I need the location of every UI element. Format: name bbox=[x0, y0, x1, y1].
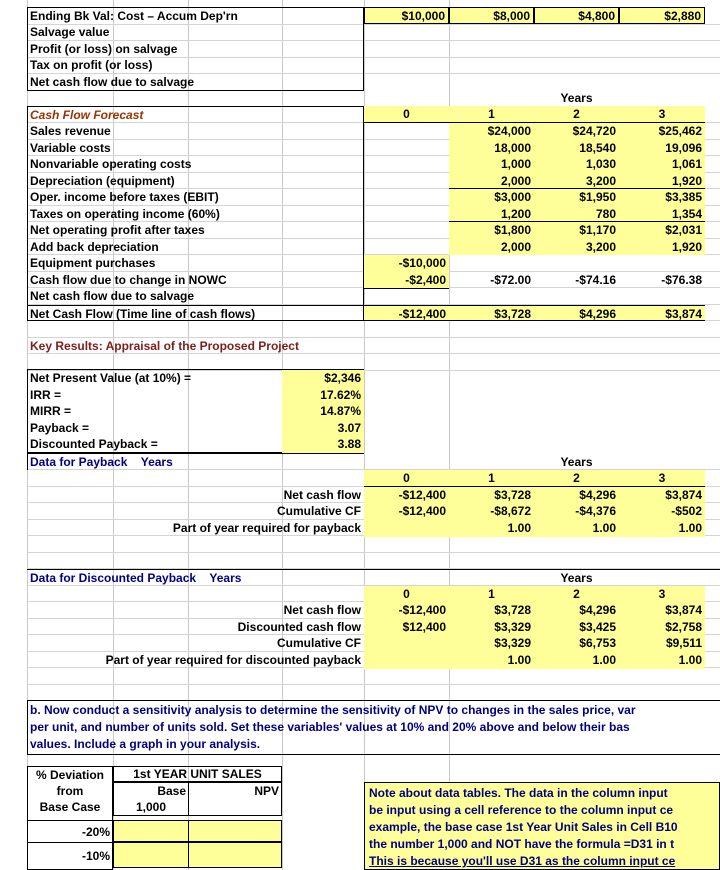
cf-cell-8-3[interactable] bbox=[619, 255, 705, 272]
payback-year-3[interactable]: 3 bbox=[619, 470, 705, 487]
label-ending-book-value[interactable]: Ending Bk Val: Cost – Accum Dep'rn bbox=[30, 9, 238, 23]
kr-value-4[interactable]: 3.88 bbox=[282, 436, 364, 453]
cf-cell-10-2[interactable] bbox=[534, 288, 619, 305]
cf-cell-1-3[interactable]: 19,096 bbox=[619, 140, 705, 157]
kr-value-0[interactable]: $2,346 bbox=[282, 370, 364, 387]
cash-flow-title[interactable]: Cash Flow Forecast bbox=[30, 108, 144, 122]
sens-npv-label[interactable]: NPV bbox=[254, 784, 279, 798]
cf-cell-9-2[interactable]: -$74.16 bbox=[575, 272, 616, 287]
disc_payback-cell-3-2[interactable]: 1.00 bbox=[534, 652, 619, 669]
cf-cell-1-0[interactable] bbox=[364, 140, 449, 157]
cf-row-label-4[interactable]: Oper. income before taxes (EBIT) bbox=[30, 190, 219, 204]
note-line-3: example, the base case 1st Year Unit Sales in Cell B10 bbox=[369, 820, 678, 834]
payback-cell-0-0[interactable]: -$12,400 bbox=[364, 487, 449, 504]
cf-cell-2-1[interactable]: 1,000 bbox=[449, 156, 534, 173]
cf-cell-3-2[interactable]: 3,200 bbox=[534, 173, 619, 190]
cf-row-label-2[interactable]: Nonvariable operating costs bbox=[30, 157, 192, 171]
instructions-line-2[interactable]: per unit, and number of units sold. Set these variables' values at 10% and 20% above and below their bas bbox=[30, 720, 630, 734]
note-line-5: This is because you'll use D31 as the column input ce bbox=[369, 854, 676, 868]
cf-cell-7-2[interactable]: 3,200 bbox=[534, 239, 619, 256]
note-line-4: the number 1,000 and NOT have the formula =D31 in t bbox=[369, 837, 675, 851]
cf-row-label-0[interactable]: Sales revenue bbox=[30, 124, 111, 138]
kr-label-3[interactable]: Payback = bbox=[30, 420, 90, 435]
payback-year-2[interactable]: 2 bbox=[534, 470, 619, 487]
kr-label-2[interactable]: MIRR = bbox=[30, 404, 72, 418]
disc-payback-title[interactable]: Data for Discounted Payback Years bbox=[30, 571, 242, 585]
sens-dev-minus20[interactable]: -20% bbox=[27, 820, 113, 842]
disc_payback-cell-0-0[interactable]: -$12,400 bbox=[364, 602, 449, 619]
label-salvage-value[interactable]: Salvage value bbox=[30, 25, 110, 39]
cf-cell-9-1[interactable]: -$72.00 bbox=[490, 272, 531, 287]
payback-cell-2-0[interactable] bbox=[364, 520, 449, 537]
disc_payback-cell-3-3[interactable]: 1.00 bbox=[619, 652, 705, 669]
cf-cell-8-2[interactable] bbox=[534, 255, 619, 272]
disc_payback-cell-2-0[interactable] bbox=[364, 635, 449, 652]
payback-cell-1-2[interactable]: -$4,376 bbox=[534, 503, 619, 520]
disc_payback-year-1[interactable]: 1 bbox=[449, 586, 534, 603]
disc_payback-label-3[interactable]: Part of year required for discounted payback bbox=[105, 653, 361, 667]
sens-base-label[interactable]: Base bbox=[157, 784, 186, 798]
cf-cell-4-1[interactable]: $3,000 bbox=[449, 189, 534, 206]
key-results-title[interactable]: Key Results: Appraisal of the Proposed Project bbox=[30, 339, 299, 353]
instructions-line-3[interactable]: values. Include a graph in your analysis. bbox=[30, 737, 261, 751]
cf-year-0[interactable]: 0 bbox=[364, 106, 449, 123]
sens-input-r2c2[interactable] bbox=[188, 842, 282, 868]
sens-input-r2c1[interactable] bbox=[113, 842, 189, 868]
cf-cell-11-2[interactable]: $4,296 bbox=[534, 305, 619, 322]
cf-cell-7-3[interactable]: 1,920 bbox=[619, 239, 705, 256]
payback-cell-0-3[interactable]: $3,874 bbox=[619, 487, 705, 504]
cf-cell-10-1[interactable] bbox=[449, 288, 534, 305]
disc_payback-cell-2-3[interactable]: $9,511 bbox=[619, 635, 705, 652]
kr-value-3[interactable]: 3.07 bbox=[282, 420, 364, 437]
sens-header-from[interactable]: from bbox=[56, 784, 84, 798]
disc_payback-cell-2-2[interactable]: $6,753 bbox=[534, 635, 619, 652]
cf-cell-0-1[interactable]: $24,000 bbox=[449, 123, 534, 140]
disc_payback-cell-0-3[interactable]: $3,874 bbox=[619, 602, 705, 619]
kr-label-4[interactable]: Discounted Payback = bbox=[30, 437, 158, 451]
disc_payback-cell-1-1[interactable]: $3,329 bbox=[449, 619, 534, 636]
disc_payback-label-1[interactable]: Discounted cash flow bbox=[237, 620, 361, 634]
cf-cell-0-3[interactable]: $25,462 bbox=[619, 123, 705, 140]
cf-cell-10-3[interactable] bbox=[619, 288, 705, 305]
years-header[interactable]: Years bbox=[560, 91, 593, 105]
cf-row-label-5[interactable]: Taxes on operating income (60%) bbox=[30, 206, 220, 221]
cf-cell-6-2[interactable]: $1,170 bbox=[534, 222, 619, 239]
payback-cell-2-1[interactable]: 1.00 bbox=[449, 520, 534, 537]
payback-label-2[interactable]: Part of year required for payback bbox=[172, 521, 361, 535]
disc_payback-label-2[interactable]: Cumulative CF bbox=[276, 636, 361, 650]
disc_payback-cell-3-0[interactable] bbox=[364, 652, 449, 669]
instructions-line-1[interactable]: b. Now conduct a sensitivity analysis to determine the sensitivity of NPV to changes in the sales price, var bbox=[30, 703, 636, 717]
note-line-2: be input using a cell reference to the column input ce bbox=[369, 803, 674, 817]
label-net-cf-salvage[interactable]: Net cash flow due to salvage bbox=[30, 75, 195, 89]
cf-row-label-10[interactable]: Net cash flow due to salvage bbox=[30, 289, 195, 303]
cf-cell-0-2[interactable]: $24,720 bbox=[534, 123, 619, 140]
ending-value-y3[interactable]: $2,880 bbox=[619, 7, 705, 24]
cf-cell-2-0[interactable] bbox=[364, 156, 449, 173]
cf-cell-9-0[interactable]: -$2,400 bbox=[364, 272, 449, 289]
payback-title[interactable]: Data for Payback Years bbox=[30, 455, 173, 469]
cf-cell-4-3[interactable]: $3,385 bbox=[619, 189, 705, 206]
cf-row-label-11[interactable]: Net Cash Flow (Time line of cash flows) bbox=[27, 305, 364, 322]
cf-cell-2-3[interactable]: 1,061 bbox=[619, 156, 705, 173]
disc_payback-cell-0-2[interactable]: $4,296 bbox=[534, 602, 619, 619]
disc-years-header[interactable]: Years bbox=[560, 571, 593, 585]
payback-cell-2-2[interactable]: 1.00 bbox=[534, 520, 619, 537]
disc_payback-cell-1-2[interactable]: $3,425 bbox=[534, 619, 619, 636]
cf-cell-8-0[interactable]: -$10,000 bbox=[364, 255, 449, 272]
label-profit-on-salvage[interactable]: Profit (or loss) on salvage bbox=[30, 42, 178, 56]
disc_payback-year-0[interactable]: 0 bbox=[364, 586, 449, 603]
cf-cell-10-0[interactable] bbox=[364, 288, 449, 305]
cf-cell-11-1[interactable]: $3,728 bbox=[449, 305, 534, 322]
disc_payback-cell-0-1[interactable]: $3,728 bbox=[449, 602, 534, 619]
cf-cell-1-1[interactable]: 18,000 bbox=[449, 140, 534, 157]
disc_payback-cell-2-1[interactable]: $3,329 bbox=[449, 635, 534, 652]
cf-cell-5-3[interactable]: 1,354 bbox=[619, 206, 705, 223]
disc_payback-cell-3-1[interactable]: 1.00 bbox=[449, 652, 534, 669]
kr-value-1[interactable]: 17.62% bbox=[282, 387, 364, 404]
cf-cell-6-1[interactable]: $1,800 bbox=[449, 222, 534, 239]
sens-dev-minus10[interactable]: -10% bbox=[27, 842, 113, 868]
note-line-1: Note about data tables. The data in the column input bbox=[369, 786, 668, 800]
sens-header-deviation[interactable]: % Deviation bbox=[35, 768, 104, 782]
payback-label-1[interactable]: Cumulative CF bbox=[276, 504, 361, 518]
disc_payback-year-2[interactable]: 2 bbox=[534, 586, 619, 603]
cf-cell-11-0[interactable]: -$12,400 bbox=[364, 305, 449, 322]
cf-cell-3-3[interactable]: 1,920 bbox=[619, 173, 705, 190]
payback-cell-1-1[interactable]: -$8,672 bbox=[449, 503, 534, 520]
label-tax-on-profit[interactable]: Tax on profit (or loss) bbox=[30, 58, 153, 72]
payback-cell-0-1[interactable]: $3,728 bbox=[449, 487, 534, 504]
disc_payback-label-0[interactable]: Net cash flow bbox=[283, 603, 361, 617]
payback-year-1[interactable]: 1 bbox=[449, 470, 534, 487]
payback-year-0[interactable]: 0 bbox=[364, 470, 449, 487]
ending-value-y2[interactable]: $4,800 bbox=[534, 7, 619, 24]
kr-label-1[interactable]: IRR = bbox=[30, 387, 62, 402]
cf-cell-7-0[interactable] bbox=[364, 239, 449, 256]
disc_payback-year-3[interactable]: 3 bbox=[619, 586, 705, 603]
cf-year-3[interactable]: 3 bbox=[619, 106, 705, 123]
cf-cell-9-3[interactable]: -$76.38 bbox=[661, 272, 702, 287]
cf-cell-6-0[interactable] bbox=[364, 222, 449, 239]
cf-cell-0-0[interactable] bbox=[364, 123, 449, 140]
payback-cell-1-0[interactable]: -$12,400 bbox=[364, 503, 449, 520]
cf-row-label-3[interactable]: Depreciation (equipment) bbox=[30, 173, 175, 188]
cf-cell-8-1[interactable] bbox=[449, 255, 534, 272]
ending-value-y0[interactable]: $10,000 bbox=[364, 7, 449, 24]
ending-value-y1[interactable]: $8,000 bbox=[449, 7, 534, 24]
cf-cell-4-2[interactable]: $1,950 bbox=[534, 189, 619, 206]
sens-input-r1c1[interactable] bbox=[113, 820, 189, 842]
cf-cell-6-3[interactable]: $2,031 bbox=[619, 222, 705, 239]
cf-row-label-7[interactable]: Add back depreciation bbox=[30, 239, 159, 254]
cf-row-label-1[interactable]: Variable costs bbox=[30, 140, 111, 155]
disc_payback-cell-1-3[interactable]: $2,758 bbox=[619, 619, 705, 636]
cf-cell-3-1[interactable]: 2,000 bbox=[449, 173, 534, 190]
cf-cell-5-0[interactable] bbox=[364, 206, 449, 223]
sens-input-r1c2[interactable] bbox=[188, 820, 282, 842]
kr-value-2[interactable]: 14.87% bbox=[282, 403, 364, 420]
payback-cell-2-3[interactable]: 1.00 bbox=[619, 520, 705, 537]
kr-label-0[interactable]: Net Present Value (at 10%) = bbox=[30, 371, 192, 385]
cf-cell-1-2[interactable]: 18,540 bbox=[534, 140, 619, 157]
sens-col-title[interactable]: 1st YEAR UNIT SALES bbox=[133, 767, 262, 781]
cf-cell-7-1[interactable]: 2,000 bbox=[449, 239, 534, 256]
cf-cell-4-0[interactable] bbox=[364, 189, 449, 206]
cf-year-1[interactable]: 1 bbox=[449, 106, 534, 123]
cf-cell-11-3[interactable]: $3,874 bbox=[619, 305, 705, 322]
cf-cell-3-0[interactable] bbox=[364, 173, 449, 190]
payback-years-header[interactable]: Years bbox=[560, 455, 593, 469]
data-table-note[interactable] bbox=[364, 782, 720, 870]
cf-year-2[interactable]: 2 bbox=[534, 106, 619, 123]
payback-cell-0-2[interactable]: $4,296 bbox=[534, 487, 619, 504]
cf-row-label-6[interactable]: Net operating profit after taxes bbox=[30, 223, 205, 237]
sens-header-base-case[interactable]: Base Case bbox=[39, 800, 101, 814]
cf-cell-2-2[interactable]: 1,030 bbox=[534, 156, 619, 173]
payback-label-0[interactable]: Net cash flow bbox=[283, 488, 361, 502]
cf-cell-5-2[interactable]: 780 bbox=[534, 206, 619, 223]
cf-row-label-8[interactable]: Equipment purchases bbox=[30, 256, 156, 270]
payback-cell-1-3[interactable]: -$502 bbox=[619, 503, 705, 520]
cf-row-label-9[interactable]: Cash flow due to change in NOWC bbox=[30, 272, 227, 287]
sens-base-value[interactable]: 1,000 bbox=[135, 800, 167, 814]
disc_payback-cell-1-0[interactable]: $12,400 bbox=[364, 619, 449, 636]
cf-cell-5-1[interactable]: 1,200 bbox=[449, 206, 534, 223]
